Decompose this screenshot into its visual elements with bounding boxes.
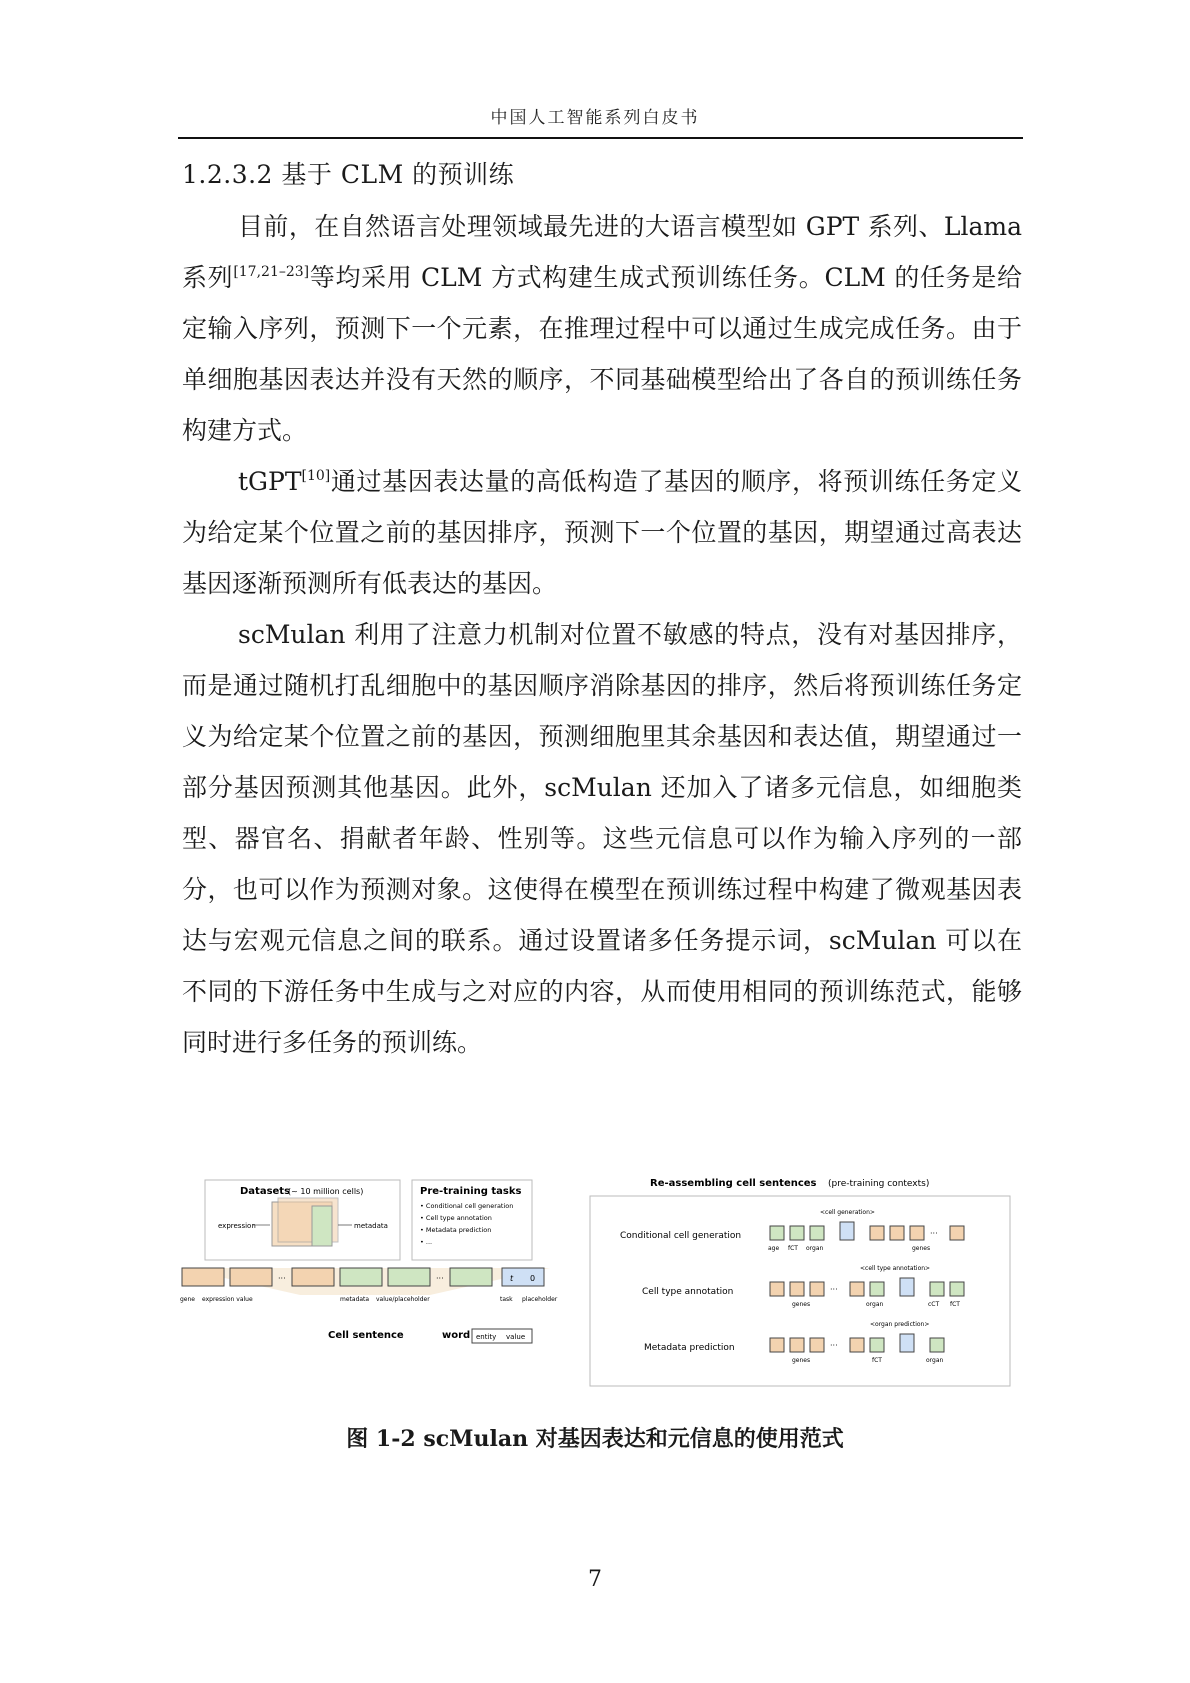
pretraining-title: Pre-training tasks (420, 1186, 522, 1197)
svg-text:<cell generation>: <cell generation> (820, 1209, 875, 1216)
svg-text:genes: genes (792, 1301, 811, 1308)
token-task-label: task (500, 1296, 513, 1303)
section-heading: 1.2.3.2 基于 CLM 的预训练 (182, 160, 515, 189)
svg-text:···: ··· (278, 1274, 286, 1283)
reassembling-title: Re-assembling cell sentences (650, 1178, 817, 1189)
svg-text:···: ··· (830, 1341, 838, 1350)
svg-text:<cell type annotation>: <cell type annotation> (860, 1265, 931, 1272)
svg-text:organ: organ (866, 1301, 884, 1308)
reassembling-sub: (pre-training contexts) (828, 1179, 930, 1189)
token-row (182, 1268, 544, 1286)
task-row-3 (644, 1321, 944, 1364)
svg-text:age: age (768, 1245, 780, 1252)
cell-sentence-label: Cell sentence (328, 1330, 404, 1341)
token-meta-label: metadata (340, 1296, 370, 1303)
svg-text:fCT: fCT (950, 1301, 960, 1308)
paragraph-2 (182, 456, 1022, 609)
expression-label: expression (218, 1222, 256, 1230)
figure-1-2 (180, 1170, 1020, 1400)
svg-text:genes: genes (912, 1245, 931, 1252)
svg-text:organ: organ (806, 1245, 824, 1252)
svg-text:genes: genes (792, 1357, 811, 1364)
paragraph-1-text-a: 目前，在自然语言处理领域最先进的大语言模型如 GPT 系列、Llama 系列 (182, 212, 1022, 292)
scmulan-diagram (180, 1170, 1020, 1400)
svg-text:Cell type annotation: Cell type annotation (642, 1287, 734, 1297)
pretraining-item-3: • Metadata prediction (420, 1226, 492, 1234)
metadata-label: metadata (354, 1222, 388, 1230)
svg-text:···: ··· (930, 1229, 938, 1238)
figure-caption: 图 1-2 scMulan 对基因表达和元信息的使用范式 (346, 1426, 844, 1452)
page-number: 7 (588, 1567, 602, 1592)
svg-text:fCT: fCT (788, 1245, 798, 1252)
task-row-1 (620, 1209, 964, 1252)
running-header: 中国人工智能系列白皮书 (490, 108, 700, 128)
svg-text:Metadata prediction: Metadata prediction (644, 1343, 735, 1353)
token-expr-label: expression value (202, 1296, 253, 1303)
svg-text:cCT: cCT (928, 1301, 940, 1308)
svg-text:<organ prediction>: <organ prediction> (870, 1321, 930, 1328)
token-value-label: value/placeholder (376, 1296, 430, 1303)
svg-text:organ: organ (926, 1357, 944, 1364)
svg-text:fCT: fCT (872, 1357, 882, 1364)
task-row-2 (642, 1265, 964, 1308)
body-text (182, 201, 1022, 1068)
citation-10: [10] (301, 468, 331, 484)
svg-text:···: ··· (830, 1285, 838, 1294)
pretraining-item-2: • Cell type annotation (420, 1214, 492, 1222)
paragraph-3 (182, 609, 1022, 1068)
pretraining-item-1: • Conditional cell generation (420, 1202, 514, 1210)
token-gene-label: gene (180, 1296, 195, 1303)
pretraining-item-4: • ... (420, 1238, 433, 1246)
citation-17-21-23: [17,21–23] (233, 264, 310, 280)
entity-label: entity (476, 1333, 497, 1341)
svg-text:0: 0 (530, 1274, 536, 1283)
datasets-sub: (~ 10 million cells) (288, 1187, 364, 1196)
token-placeholder-label: placeholder (522, 1296, 558, 1303)
svg-text:Conditional cell generation: Conditional cell generation (620, 1231, 742, 1241)
paragraph-2-text-a: tGPT (238, 467, 302, 496)
paragraph-2-text-b: 通过基因表达量的高低构造了基因的顺序，将预训练任务定义为给定某个位置之前的基因排序，预测下一个位置的基因，期望通过高表达基因逐渐预测所有低表达的基因。 (182, 467, 1022, 598)
value-label: value (506, 1333, 526, 1341)
svg-text:···: ··· (436, 1274, 444, 1283)
paragraph-1-text-b: 等均采用 CLM 方式构建生成式预训练任务。CLM 的任务是给定输入序列，预测下一个元素，在推理过程中可以通过生成完成任务。由于单细胞基因表达并没有天然的顺序，不同基础模型给出了各自的预训练任务构建方式。 (182, 263, 1022, 445)
paragraph-3-text: scMulan 利用了注意力机制对位置不敏感的特点，没有对基因排序，而是通过随机打乱细胞中的基因顺序消除基因的排序，然后将预训练任务定义为给定某个位置之前的基因，预测细胞里其余基因和表达值，期望通过一部分基因预测其他基因。此外，scMulan 还加入了诸多元信息，如细胞类型、器官名、捐献者年龄、性别等。这些元信息可以作为输入序列的一部分，也可以作为预测对象。这使得在模型在预训练过程中构建了微观基因表达与宏观元信息之间的联系。通过设置诸多任务提示词，scMulan 可以在不同的下游任务中生成与之对应的内容，从而使用相同的预训练范式，能够同时进行多任务的预训练。 (182, 620, 1022, 1057)
datasets-title: Datasets (240, 1186, 291, 1197)
word-label: word (442, 1330, 471, 1341)
svg-text:t: t (510, 1274, 514, 1283)
header-rule (178, 137, 1023, 139)
paragraph-1 (182, 201, 1022, 456)
